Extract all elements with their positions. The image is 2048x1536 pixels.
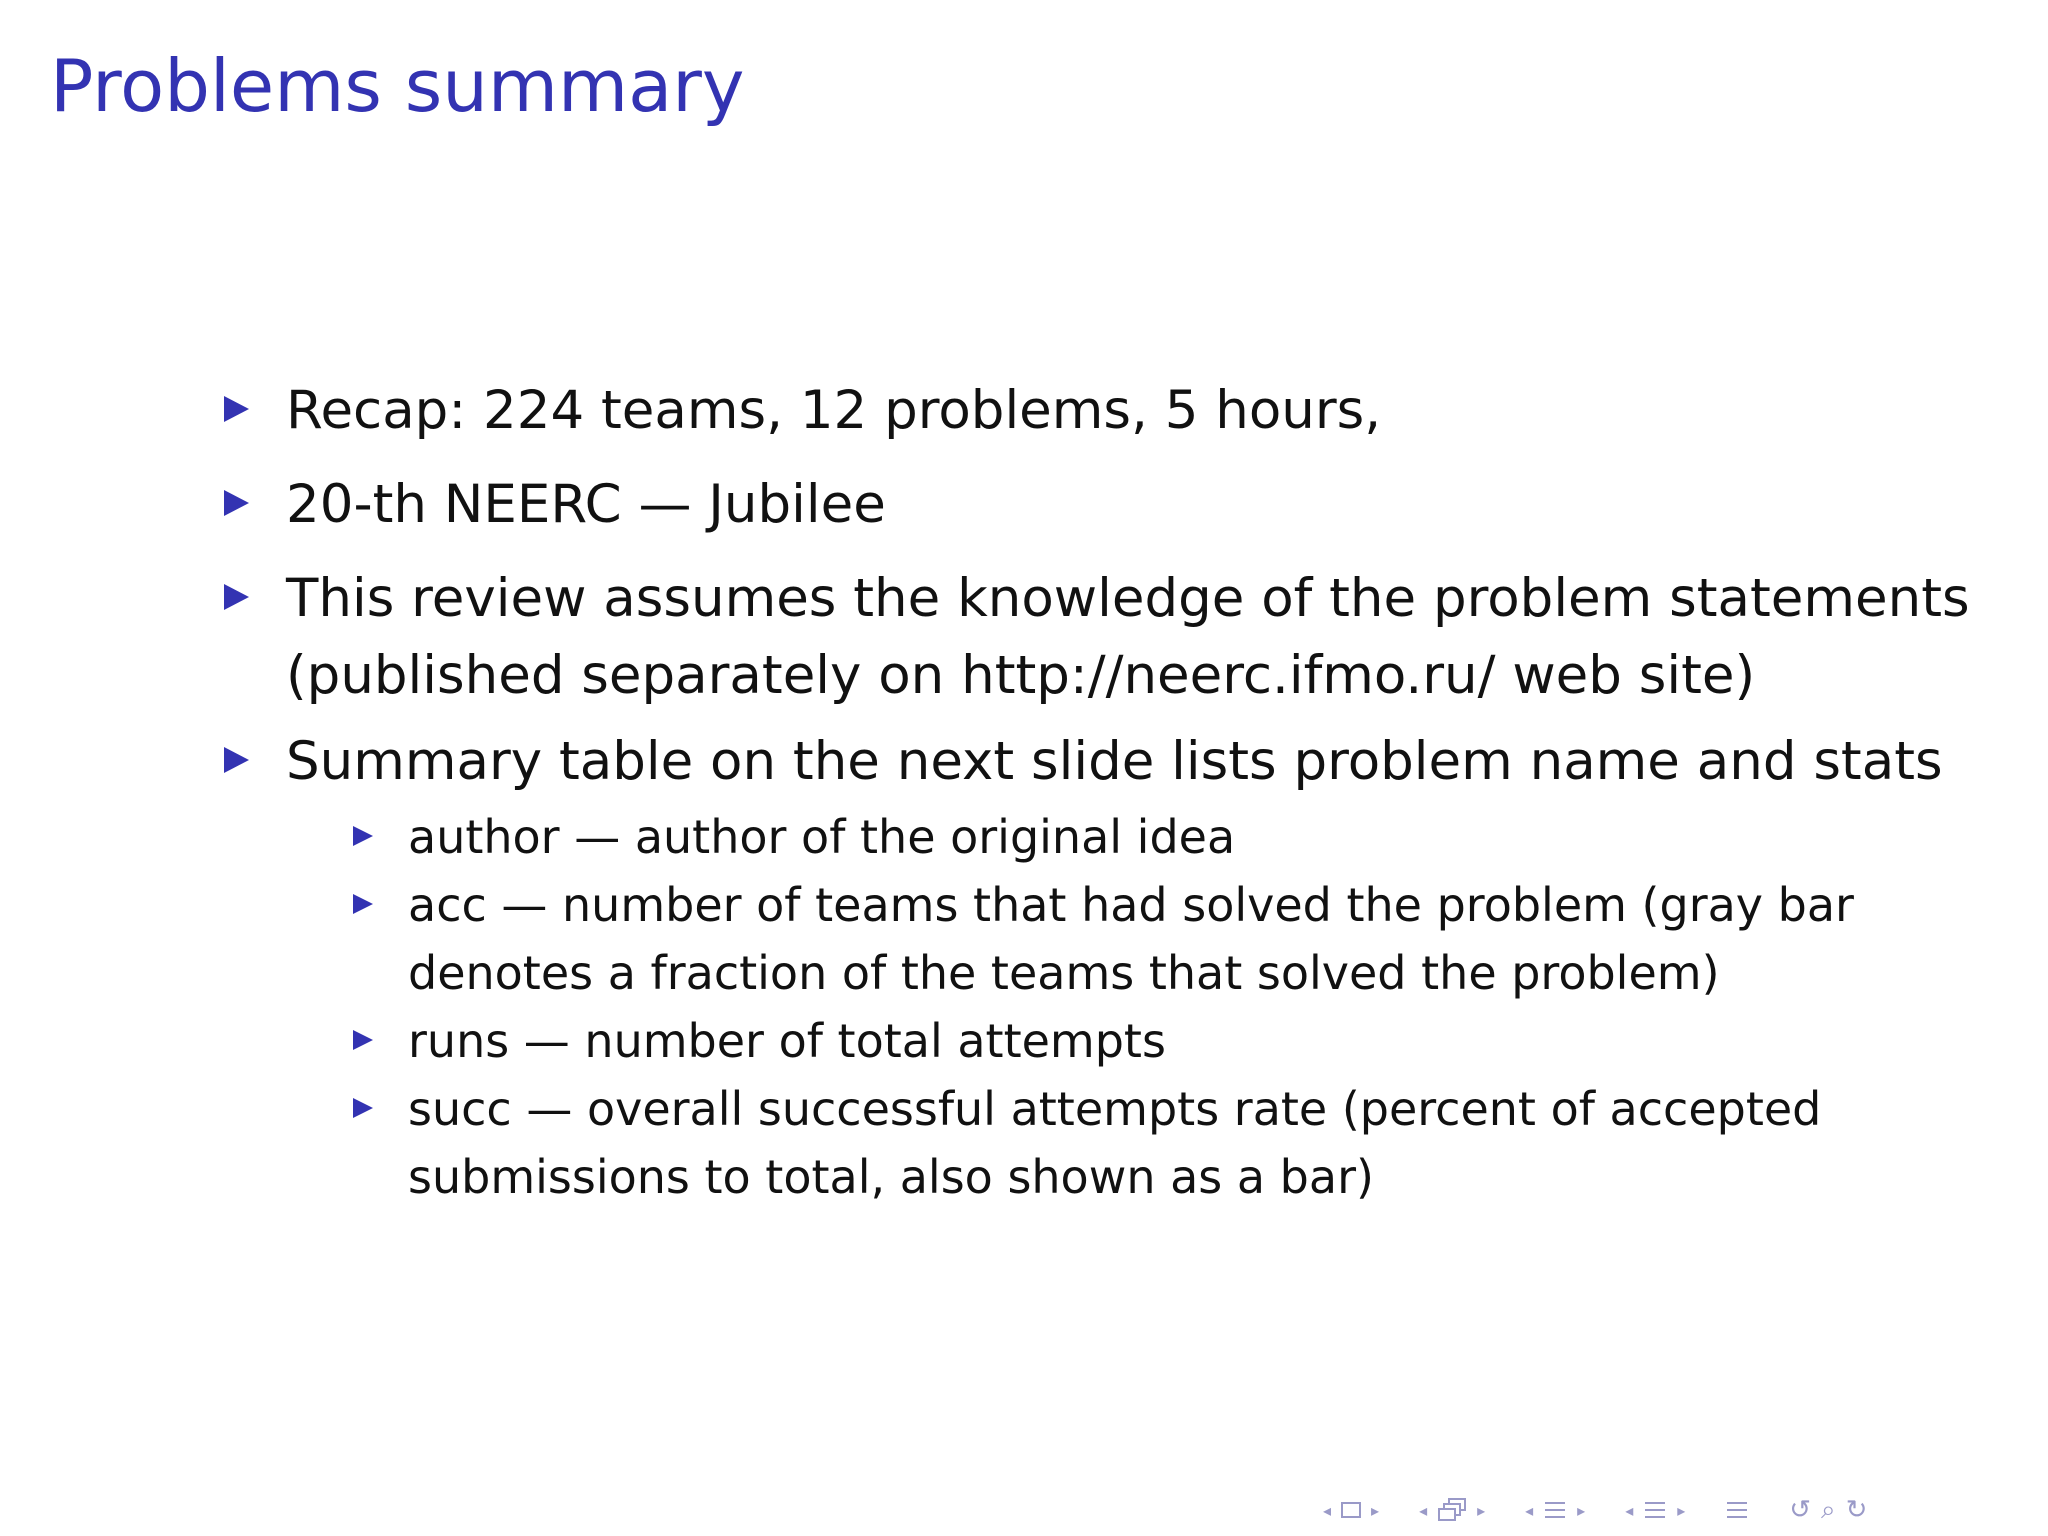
- nav-section-group: [1520, 1499, 1590, 1521]
- bullet-triangle-icon: [224, 747, 249, 773]
- redo-icon[interactable]: ↻: [1845, 1495, 1868, 1525]
- subbullet-triangle-icon: [353, 1030, 373, 1050]
- bullet-text: Recap: 224 teams, 12 problems, 5 hours,: [286, 380, 1382, 441]
- bullet-triangle-icon: [224, 396, 249, 422]
- bullet-triangle-icon: [224, 490, 249, 516]
- nav-document-prev-icon[interactable]: ◂: [1625, 1500, 1634, 1520]
- subbullet-acc: [408, 871, 1854, 1007]
- nav-tools-group: [1784, 1495, 1872, 1526]
- bullet-text-line-2: (published separately on http://neerc.ifmo.ru/ web site): [286, 645, 1756, 706]
- bullet-jubilee: [286, 466, 886, 543]
- document-lines-icon[interactable]: [1643, 1499, 1667, 1521]
- subbullet-text-line-2: submissions to total, also shown as a bar): [408, 1150, 1374, 1204]
- bullet-text: Summary table on the next slide lists problem name and stats: [286, 731, 1943, 792]
- subbullet-triangle-icon: [353, 894, 373, 914]
- nav-document-group: [1620, 1499, 1690, 1521]
- nav-document-next-icon[interactable]: ▸: [1677, 1500, 1686, 1520]
- stacked-frames-icon[interactable]: [1437, 1496, 1467, 1524]
- bullet-recap: [286, 372, 1381, 449]
- nav-frame-prev-icon[interactable]: ◂: [1323, 1500, 1332, 1520]
- appendix-lines-icon[interactable]: [1725, 1499, 1749, 1521]
- nav-subsection-prev-icon[interactable]: ◂: [1419, 1500, 1428, 1520]
- subbullet-text-line-1: acc — number of teams that had solved the problem (gray bar: [408, 878, 1854, 932]
- undo-icon[interactable]: ↺: [1789, 1495, 1812, 1525]
- bullet-text: 20-th NEERC — Jubilee: [286, 474, 886, 535]
- nav-appendix-group: [1720, 1499, 1754, 1521]
- nav-section-next-icon[interactable]: ▸: [1577, 1500, 1586, 1520]
- nav-section-prev-icon[interactable]: ◂: [1525, 1500, 1534, 1520]
- bullet-summary-table: [286, 723, 1943, 800]
- slide-title: Problems summary: [50, 44, 745, 128]
- nav-subsection-group: [1414, 1496, 1490, 1524]
- bullet-text-line-1: This review assumes the knowledge of the problem statements: [286, 568, 1970, 629]
- section-lines-icon[interactable]: [1543, 1499, 1567, 1521]
- beamer-navigation-bar: [1318, 1490, 1902, 1530]
- nav-subsection-next-icon[interactable]: ▸: [1477, 1500, 1486, 1520]
- subbullet-text: runs — number of total attempts: [408, 1014, 1166, 1068]
- bullet-triangle-icon: [224, 584, 249, 610]
- nav-frame-group: [1318, 1501, 1384, 1520]
- frame-icon[interactable]: [1341, 1502, 1361, 1518]
- subbullet-text-line-2: denotes a fraction of the teams that solved the problem): [408, 946, 1720, 1000]
- subbullet-triangle-icon: [353, 826, 373, 846]
- subbullet-succ: [408, 1075, 1821, 1211]
- subbullet-runs: [408, 1007, 1166, 1075]
- bullet-review-assumption: [286, 560, 1970, 714]
- subbullet-author: [408, 803, 1235, 871]
- subbullet-text: author — author of the original idea: [408, 810, 1236, 864]
- subbullet-text-line-1: succ — overall successful attempts rate (percent of accepted: [408, 1082, 1822, 1136]
- subbullet-triangle-icon: [353, 1098, 373, 1118]
- search-icon[interactable]: ⌕: [1821, 1494, 1836, 1525]
- nav-frame-next-icon[interactable]: ▸: [1371, 1500, 1380, 1520]
